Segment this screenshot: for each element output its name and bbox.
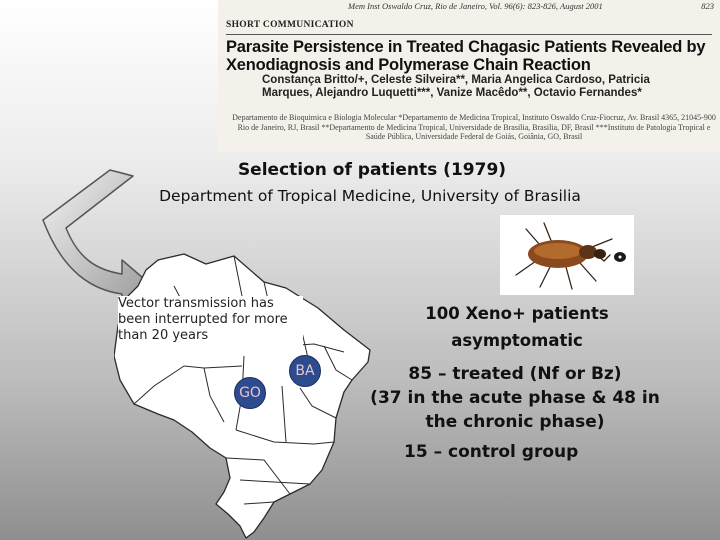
triatomine-bug-image: [500, 215, 634, 295]
section-label: SHORT COMMUNICATION: [226, 20, 354, 30]
paper-authors: Constança Britto/+, Celeste Silveira**, Maria Angelica Cardoso, Patricia Marques, Alejandro Luquetti***, Vanize Macêdo**, Octavio Fernandes*: [262, 74, 650, 99]
department-heading: Department of Tropical Medicine, University of Brasilia: [159, 187, 581, 205]
asymptomatic-line: asymptomatic: [451, 331, 583, 350]
treated-patients-stat: [340, 362, 690, 434]
journal-citation: Mem Inst Oswaldo Cruz, Rio de Janeiro, Vol. 96(6): 823-826, August 2001: [348, 1, 603, 11]
paper-title: Parasite Persistence in Treated Chagasic Patients Revealed by Xenodiagnosis and Polymerase Chain Reaction: [226, 38, 706, 74]
phase-breakdown-line: (37 in the acute phase & 48 in: [370, 388, 660, 408]
state-marker-ba: BA: [289, 355, 321, 387]
total-patients-line: 100 Xeno+ patients: [425, 304, 609, 323]
treated-line: 85 – treated (Nf or Bz): [408, 364, 622, 384]
total-patients-stat: [382, 300, 652, 354]
selection-heading: Selection of patients (1979): [237, 160, 507, 180]
vector-transmission-note: Vector transmission has been interrupted for more than 20 years: [118, 296, 303, 350]
chronic-phase-line: the chronic phase): [425, 412, 605, 432]
journal-page-number: 823: [701, 1, 714, 11]
paper-affiliations: Departamento de Bioquimica e Biologia Molecular *Departamento de Medicina Tropical, Instituto Oswaldo Cruz-Fiocruz, Av. Brasil 4365, 21045-900 Rio de Janeiro, RJ, Brasil **Departamento de Medicina Tropical, Universidade de Brasilia, Brasilia, DF, Brasil ***Instituto de Patologia Tropical e Saúde Pública, Universidade Federal de Goiás, Goiânia, GO, Brasil: [232, 113, 716, 142]
triatomine-bug-icon: [500, 215, 634, 295]
control-group-stat: 15 – control group: [404, 442, 579, 462]
section-divider: [226, 34, 712, 35]
paper-clipping: [218, 0, 720, 152]
state-marker-go: GO: [234, 377, 266, 409]
